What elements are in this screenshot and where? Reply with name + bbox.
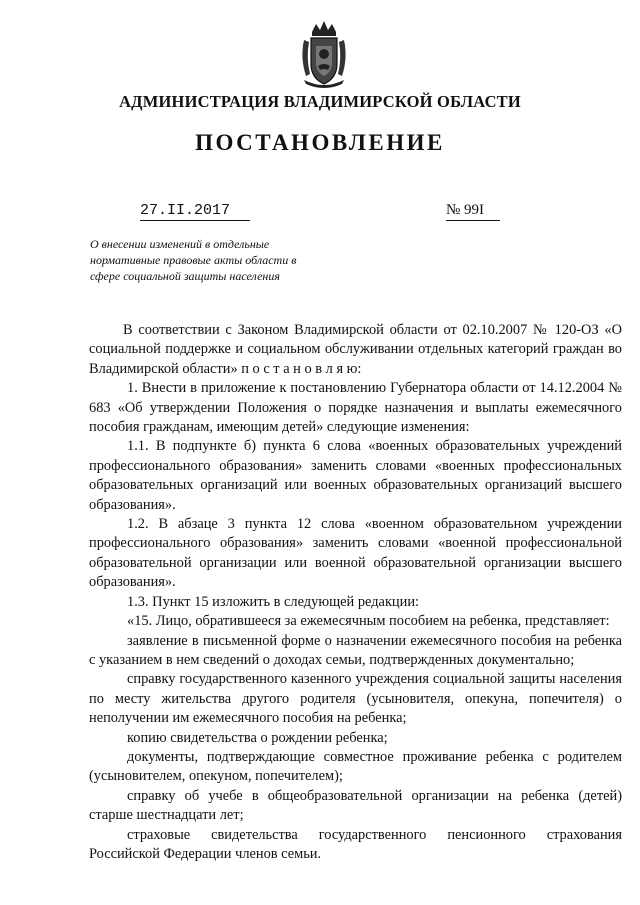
clause-1: 1. Внести в приложение к постановлению Губернатора области от 14.12.2004 № 683 «Об утверждении Положения о порядке назначения и выплаты ежемесячного пособия гражданам, имеющим детей» следующие изменения: <box>89 380 622 436</box>
document-number: № 99I <box>446 202 500 221</box>
list-item: справку государственного казенного учреждения социальной защиты населения по месту жительства другого родителя (усыновителя, опекуна, попечителя) о неполучении им ежемесячного пособия на ребенка; <box>89 671 622 727</box>
document-body <box>89 321 622 864</box>
document-date: 27.II.2017 <box>140 202 250 221</box>
clause-1-3: 1.3. Пункт 15 изложить в следующей редакции: <box>127 593 420 610</box>
clause-15: «15. Лицо, обратившееся за ежемесячным пособием на ребенка, представляет: <box>127 613 610 630</box>
list-item: страховые свидетельства государственного пенсионного страхования Российской Федерации членов семьи. <box>89 826 622 862</box>
document-subject: О внесении изменений в отдельные нормативные правовые акты области в сфере социальной защиты населения <box>90 237 297 283</box>
preamble-paragraph: В соответствии с Законом Владимирской области от 02.10.2007 № 120-ОЗ «О социальной поддержке и социальном обслуживании отдельных категорий граждан во Владимирской области» п о с т а н о в л я ю: <box>89 322 622 377</box>
list-item: справку об учебе в общеобразовательной организации на ребенка (детей) старше шестнадцати лет; <box>89 787 622 824</box>
clause-1-2: 1.2. В абзаце 3 пункта 12 слова «военном образовательном учреждении профессионального образования» заменить словами «военной профессиональной образовательной организации или военной образовательной организации высшего образования». <box>89 516 622 591</box>
document-type-title: ПОСТАНОВЛЕНИЕ <box>195 130 445 155</box>
organization-title: АДМИНИСТРАЦИЯ ВЛАДИМИРСКОЙ ОБЛАСТИ <box>119 92 521 111</box>
list-item: заявление в письменной форме о назначении ежемесячного пособия на ребенка с указанием в нем сведений о доходах семьи, подтвержденных документально; <box>89 632 622 668</box>
coat-of-arms-icon <box>298 18 350 90</box>
list-item: копию свидетельства о рождении ребенка; <box>127 729 388 746</box>
clause-1-1: 1.1. В подпункте б) пункта 6 слова «военных образовательных учреждений профессионального образования» заменить словами «военных профессиональных образовательных организаций или военных образовательных организаций высшего образования». <box>89 438 622 513</box>
list-item: документы, подтверждающие совместное проживание ребенка с родителем (усыновителем, опекуном, попечителем); <box>89 748 622 785</box>
